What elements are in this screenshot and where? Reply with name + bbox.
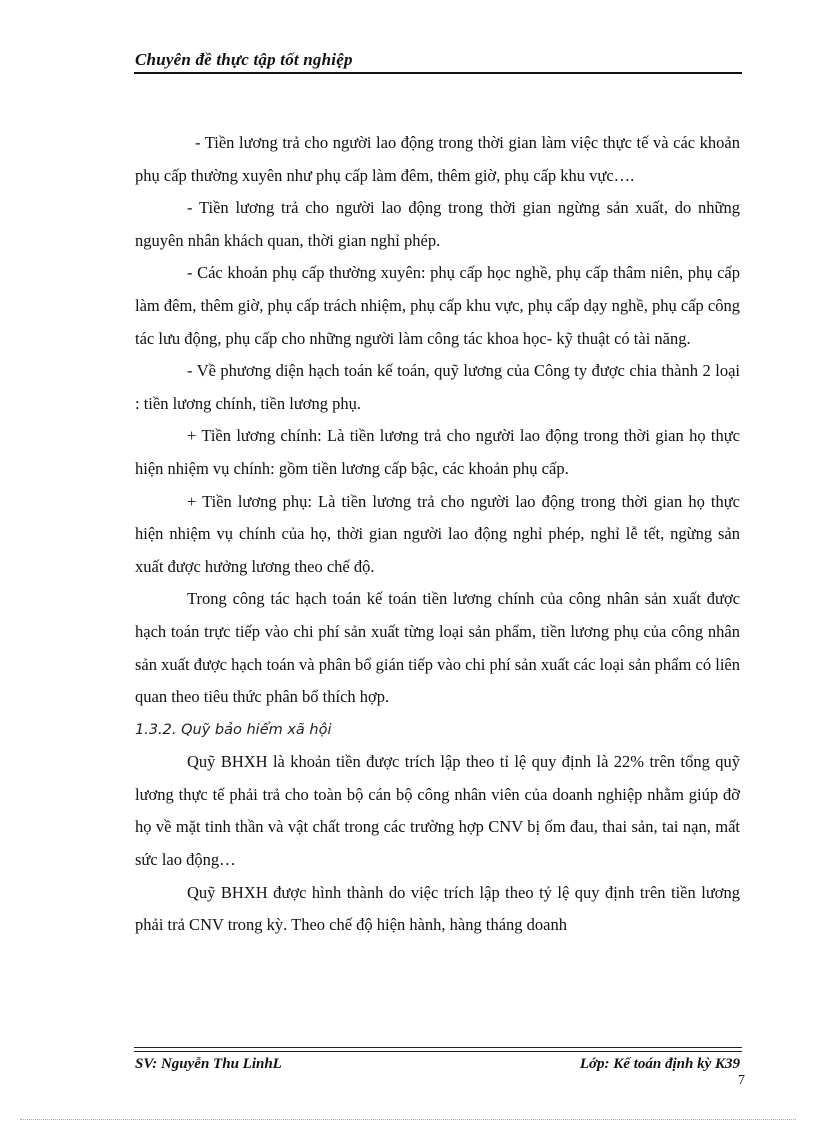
footer-class: Lớp: Kế toán định kỳ K39 — [579, 1056, 740, 1072]
paragraph-9: Quỹ BHXH được hình thành do việc trích lập theo tỷ lệ quy định trên tiền lương phải trả CNV trong kỳ. Theo chế độ hiện hành, hàng tháng doanh — [135, 882, 740, 935]
page-edge-dotted-line — [20, 1119, 796, 1120]
paragraph-2: - Tiền lương trả cho người lao động trong thời gian ngừng sản xuất, do những nguyên nhân khách quan, thời gian nghỉ phép. — [135, 198, 740, 250]
paragraph-1: - Tiền lương trả cho người lao động trong thời gian làm việc thực tế và các khoản phụ cấp thường xuyên như phụ cấp làm đêm, thêm giờ, phụ cấp khu vực…. — [135, 133, 740, 185]
header-title: Chuyên đề thực tập tốt nghiệp — [135, 50, 353, 69]
footer-student: SV: Nguyễn Thu LinhL — [135, 1056, 282, 1072]
footer-rule — [134, 1047, 742, 1048]
footer-rule-secondary — [134, 1051, 742, 1052]
document-body — [135, 127, 740, 942]
paragraph-4: - Về phương diện hạch toán kế toán, quỹ lương của Công ty được chia thành 2 loại : tiền lương chính, tiền lương phụ. — [135, 361, 740, 413]
page-number: 7 — [738, 1073, 745, 1088]
paragraph-8: Quỹ BHXH là khoản tiền được trích lập theo tỉ lệ quy định là 22% trên tổng quỹ lương thực tế phải trả cho toàn bộ cán bộ công nhân viên của doanh nghiệp nhằm giúp đỡ họ về mặt tinh thần và vật chất trong các trường hợp CNV bị ốm đau, thai sản, tai nạn, mất sức lao động… — [135, 752, 740, 870]
paragraph-5: + Tiền lương chính: Là tiền lương trả cho người lao động trong thời gian họ thực hiện nhiệm vụ chính: gồm tiền lương cấp bậc, các khoản phụ cấp. — [135, 426, 740, 478]
paragraph-7: Trong công tác hạch toán kế toán tiền lương chính của công nhân sản xuất được hạch toán trực tiếp vào chi phí sản xuất từng loại sản phẩm, tiền lương phụ của công nhân sản xuất được hạch toán và phân bổ gián tiếp vào chi phí sản xuất các loại sản phẩm có liên quan theo tiêu thức phân bổ thích hợp. — [135, 589, 740, 707]
paragraph-6: + Tiền lương phụ: Là tiền lương trả cho người lao động trong thời gian họ thực hiện nhiệm vụ chính của họ, thời gian người lao động nghỉ phép, nghỉ lễ tết, ngừng sản xuất được hưởng lương theo chế độ. — [135, 491, 740, 576]
header-rule — [134, 72, 742, 74]
section-heading: 1.3.2. Quỹ bảo hiểm xã hội — [135, 721, 332, 738]
paragraph-3: - Các khoản phụ cấp thường xuyên: phụ cấp học nghề, phụ cấp thâm niên, phụ cấp làm đêm, thêm giờ, phụ cấp trách nhiệm, phụ cấp khu vực, phụ cấp dạy nghề, phụ cấp công tác lưu động, phụ cấp cho những người làm công tác khoa học- kỹ thuật có tài năng. — [135, 263, 740, 348]
